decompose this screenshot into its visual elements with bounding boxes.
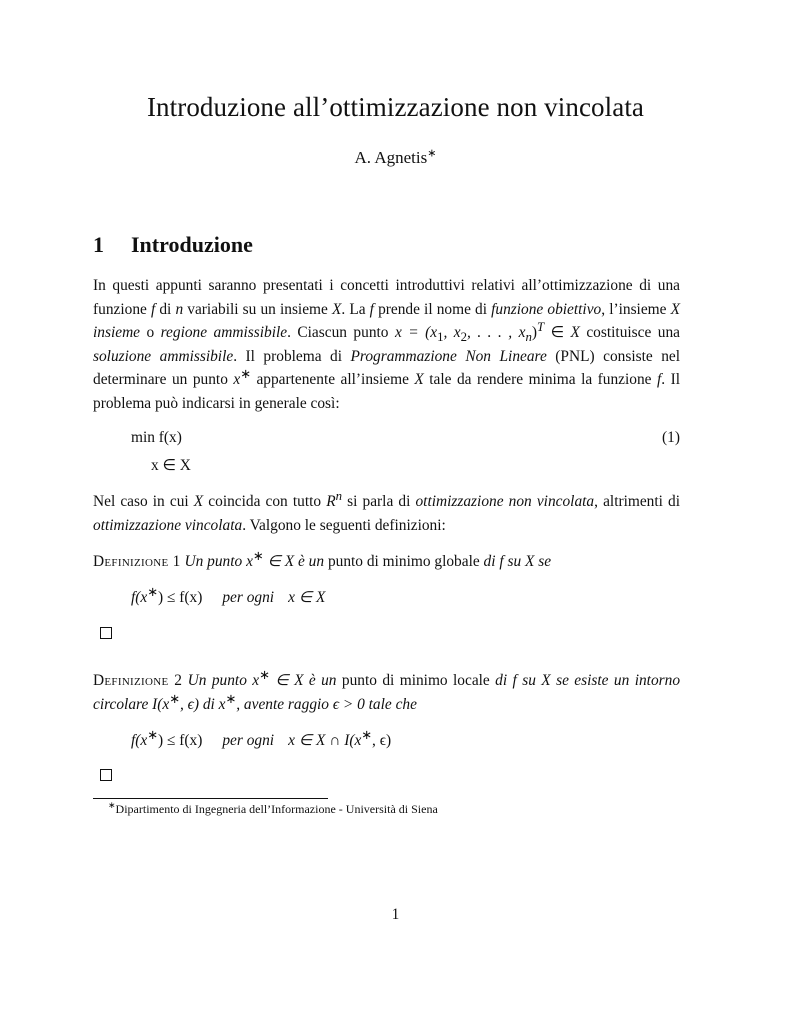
section-number: 1 (93, 232, 104, 257)
author-name: A. Agnetis (354, 148, 428, 167)
footnote: ∗Dipartimento di Ingegneria dell’Informazione - Università di Siena (108, 800, 438, 816)
definition-2-label: Definizione 2 (93, 672, 183, 689)
author-line (0, 148, 791, 168)
definition-1: Definizione 1 Un punto x∗ ∈ X è un punto di minimo globale di f su X se (93, 548, 552, 570)
section-heading (93, 232, 253, 258)
definition-2-equation: f(x∗) ≤ f(x) per ogni x ∈ X ∩ I(x∗, ϵ) (131, 727, 392, 749)
equation-1-number: (1) (662, 429, 680, 446)
intro-paragraph: In questi appunti saranno presentati i concetti introduttivi relativi all’ottimizzazione di una funzione f di n variabili su un insieme X. La f prende il nome di funzione obiettivo, l’insieme X insieme o regione ammissibile. Ciascun punto $x = (x_1$, $x_2$, . . . , $x_n)^T$ ∈ X costituisce una soluzione ammissibile. Il problema di Programmazione Non Lineare (PNL) consiste nel determinare un punto x∗ appartenente all’insieme X tale da rendere minima la funzione f. Il problema può indicarsi in generale così: (93, 277, 681, 412)
definitions-intro-paragraph: Nel caso in cui X coincida con tutto $R^n$ si parla di ottimizzazione non vincolata, altrimenti di ottimizzazione vincolata. Valgono le seguenti definizioni: (93, 488, 680, 534)
page-number: 1 (391, 906, 400, 923)
definition-1-label: Definizione 1 (93, 553, 181, 570)
paper-title: Introduzione all’ottimizzazione non vincolata (146, 92, 645, 122)
definition-1-equation: f(x∗) ≤ f(x) per ogni x ∈ X (131, 584, 326, 606)
equation-1-objective: min f(x) (131, 429, 182, 446)
section-title: Introduzione (131, 232, 253, 257)
definition-2: Definizione 2 Un punto x∗ ∈ X è un punto di minimo locale di f su X se esiste un intorno circolare I(x∗, ϵ) di x∗, avente raggio ϵ > 0 tale che (93, 667, 681, 713)
author-footnote-mark: ∗ (427, 147, 437, 160)
qed-square-icon (100, 627, 112, 639)
equation-1-constraint: x ∈ X (151, 457, 191, 474)
qed-square-icon (100, 769, 112, 781)
footnote-rule (93, 798, 328, 799)
